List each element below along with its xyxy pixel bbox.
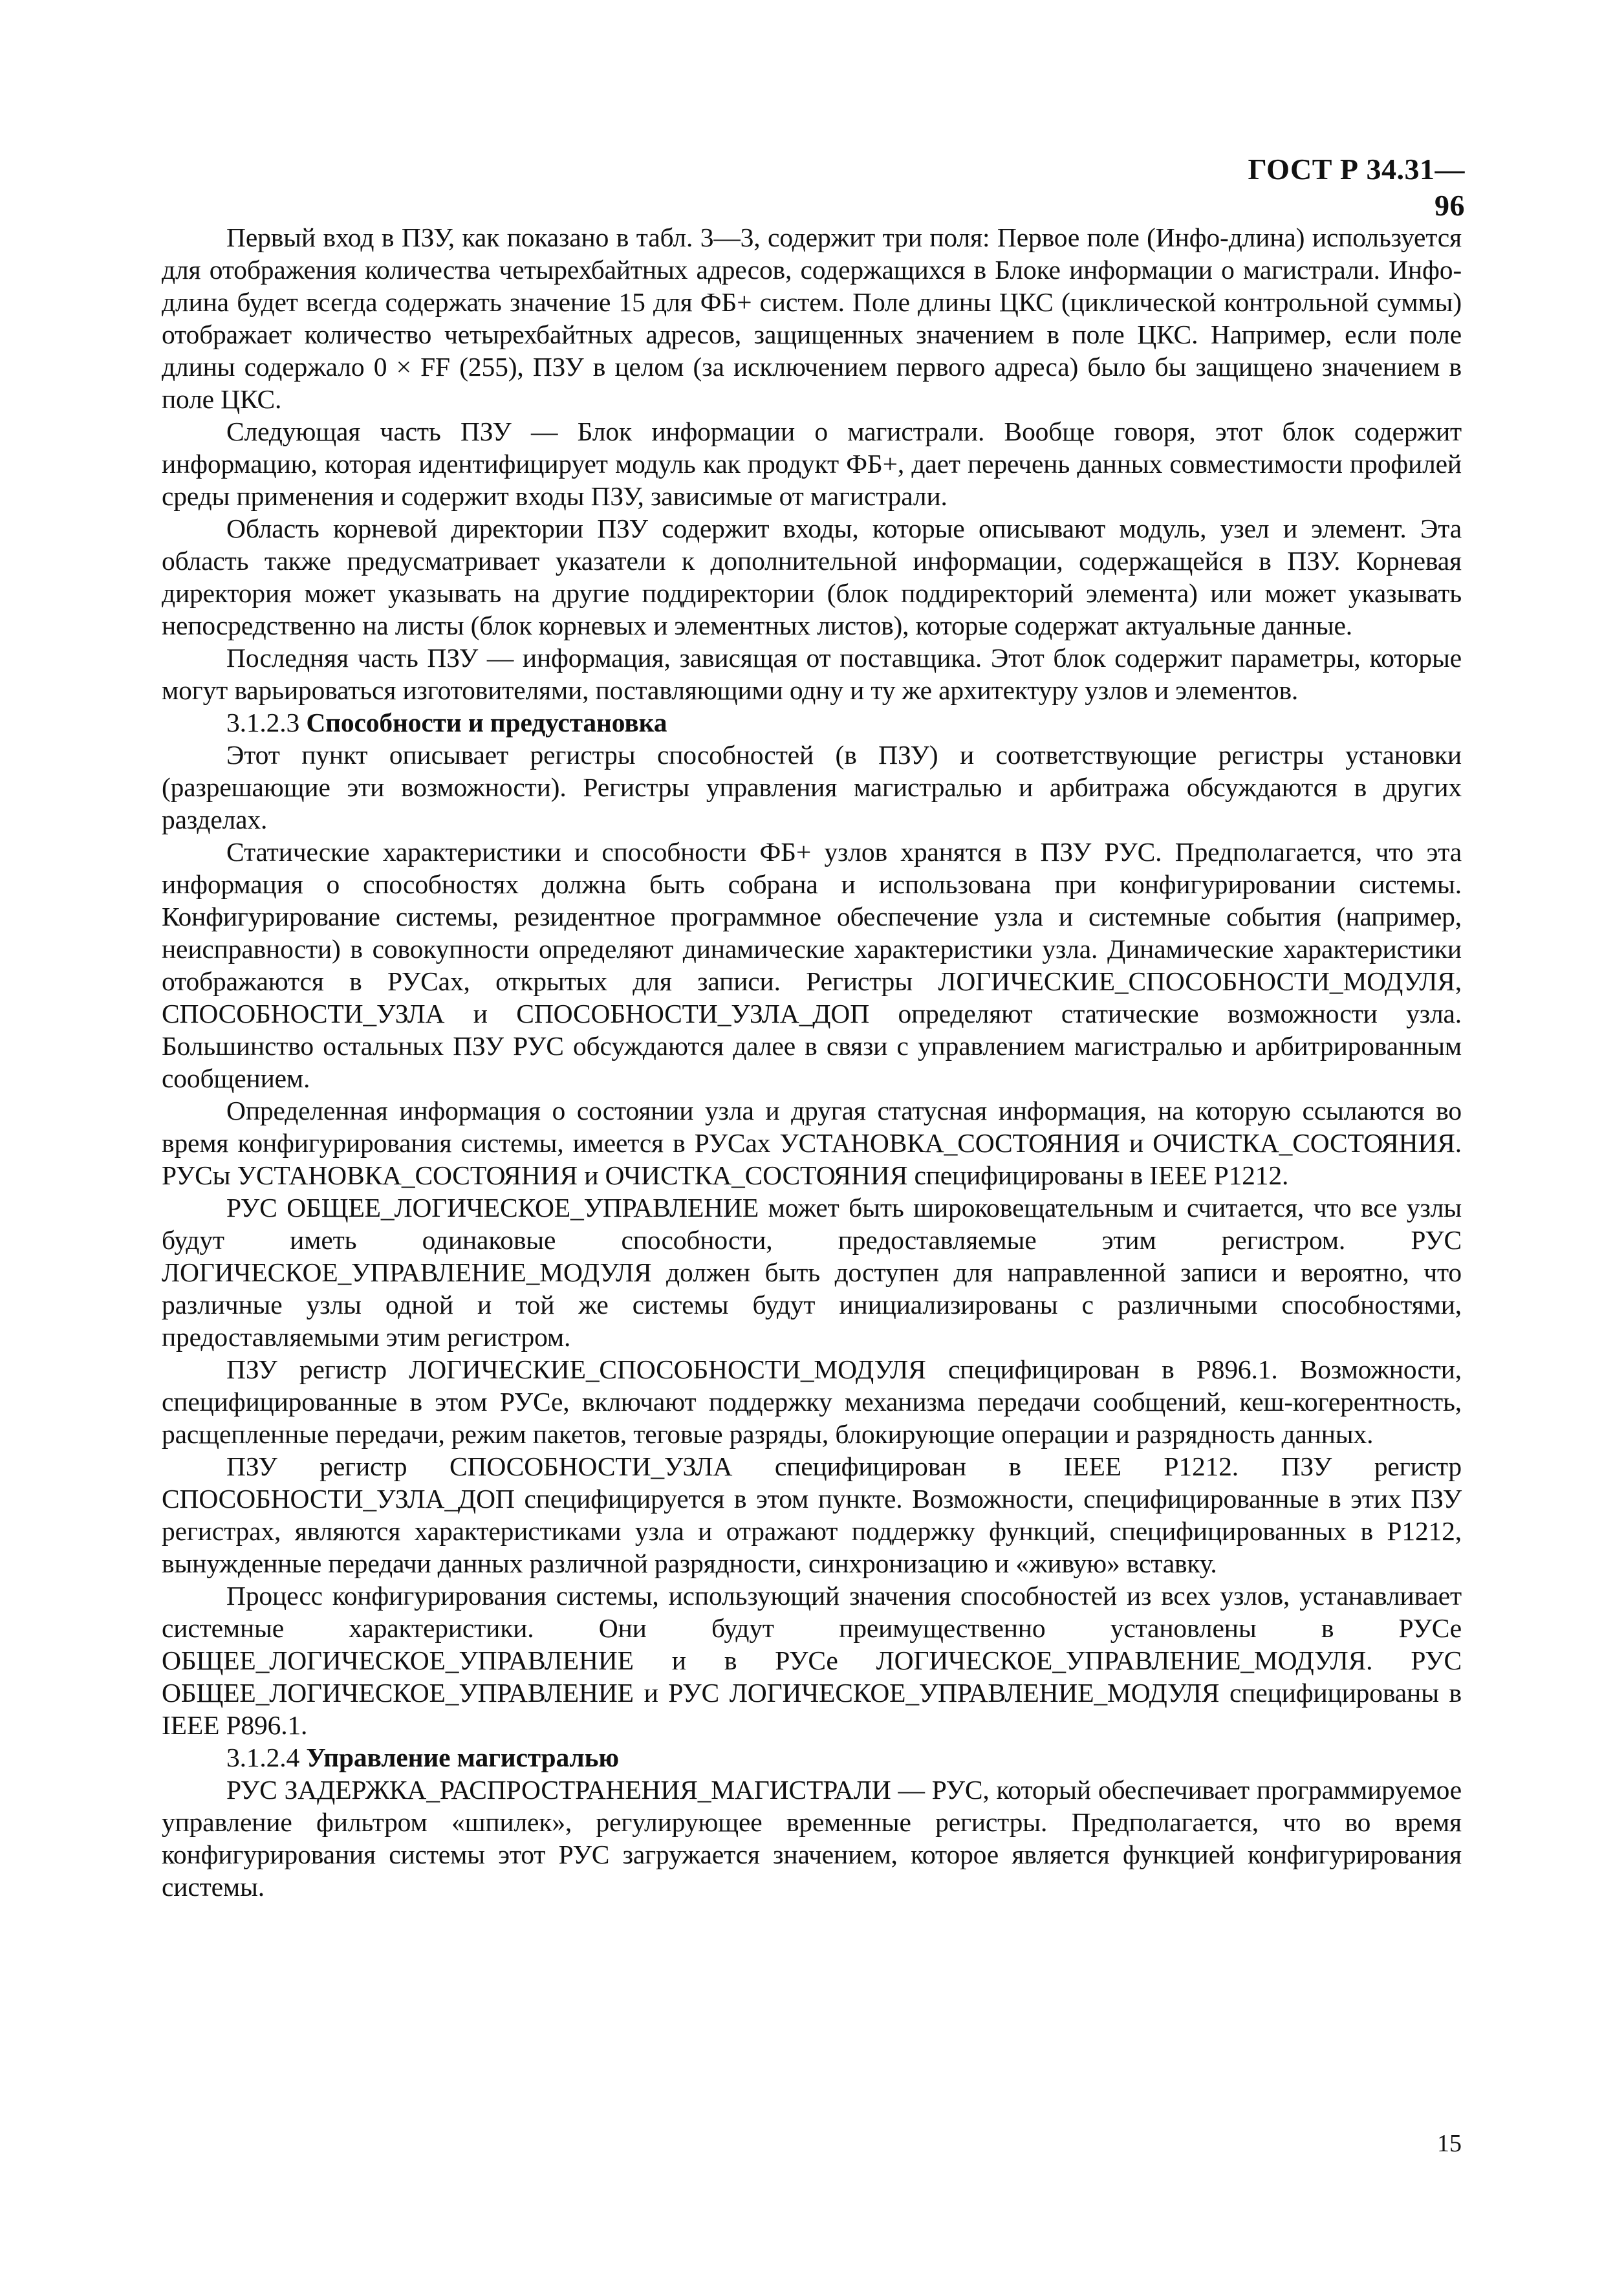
paragraph: Статические характеристики и способности ФБ+ узлов хранятся в ПЗУ РУС. Предполагается, что эта информация о способностях должна быть собрана и использована при конфигурировании системы. Конфигурирование системы, резидентное программное обеспечение узла и системные события (например, неисправности) в совокупности определяют динамические характеристики узла. Динамические характеристики отображаются в РУСах, открытых для записи. Регистры ЛОГИЧЕСКИЕ_СПОСОБНОСТИ_МОДУЛЯ, СПОСОБНОСТИ_УЗЛА и СПОСОБНОСТИ_УЗЛА_ДОП определяют статические возможности узла. Большинство остальных ПЗУ РУС обсуждаются далее в связи с управлением магистралью и арбитрированным сообщением. bbox=[162, 837, 1462, 1093]
paragraph: ПЗУ регистр ЛОГИЧЕСКИЕ_СПОСОБНОСТИ_МОДУЛЯ специфицирован в P896.1. Возможности, специфицированные в этом РУСе, включают поддержку механизма передачи сообщений, кеш-когерентность, расщепленные передачи, режим пакетов, теговые разряды, блокирующие операции и разрядность данных. bbox=[162, 1354, 1462, 1449]
section-number: 3.1.2.4 bbox=[226, 1743, 300, 1772]
document-header: ГОСТ Р 34.31—96 bbox=[1248, 153, 1465, 222]
section-heading bbox=[162, 706, 1462, 739]
page-number: 15 bbox=[1437, 2130, 1462, 2157]
paragraph: Первый вход в ПЗУ, как показано в табл. 3—3, содержит три поля: Первое поле (Инфо-длина) используется для отображения количества четырехбайтных адресов, содержащихся в Блоке информации о магистрали. Инфо-длина будет всегда содержать значение 15 для ФБ+ систем. Поле длины ЦКС (циклической контрольной суммы) отображает количество четырехбайтных адресов, защищенных значением в поле ЦКС. Например, если поле длины содержало 0 × FF (255), ПЗУ в целом (за исключением первого адреса) было бы защищено значением в поле ЦКС. bbox=[162, 223, 1462, 414]
paragraph: Область корневой директории ПЗУ содержит входы, которые описывают модуль, узел и элемент. Эта область также предусматривает указатели к дополнительной информации, содержащейся в ПЗУ. Корневая директория может указывать на другие поддиректории (блок поддиректорий элемента) или может указывать непосредственно на листы (блок корневых и элементных листов), которые содержат актуальные данные. bbox=[162, 514, 1462, 640]
paragraph: РУС ЗАДЕРЖКА_РАСПРОСТРАНЕНИЯ_МАГИСТРАЛИ — РУС, который обеспечивает программируемое управление фильтром «шпилек», регулирующее временные регистры. Предполагается, что во время конфигурирования системы этот РУС загружается значением, которое является функцией конфигурирования системы. bbox=[162, 1775, 1462, 1902]
section-heading bbox=[162, 1741, 1462, 1774]
paragraph: Следующая часть ПЗУ — Блок информации о магистрали. Вообще говоря, этот блок содержит информацию, которая идентифицирует модуль как продукт ФБ+, дает перечень данных совместимости профилей среды применения и содержит входы ПЗУ, зависимые от магистрали. bbox=[162, 417, 1462, 511]
paragraph: РУС ОБЩЕЕ_ЛОГИЧЕСКОЕ_УПРАВЛЕНИЕ может быть широковещательным и считается, что все узлы будут иметь одинаковые способности, предоставляемые этим регистром. РУС ЛОГИЧЕСКОЕ_УПРАВЛЕНИЕ_МОДУЛЯ должен быть доступен для направленной записи и вероятно, что различные узлы одной и той же системы будут инициализированы с различными способностями, предоставляемыми этим регистром. bbox=[162, 1193, 1462, 1352]
section-title: Управление магистралью bbox=[306, 1743, 619, 1772]
paragraph: Этот пункт описывает регистры способностей (в ПЗУ) и соответствующие регистры установки (разрешающие эти возможности). Регистры управления магистралью и арбитража обсуждаются в других разделах. bbox=[162, 740, 1462, 834]
section-number: 3.1.2.3 bbox=[226, 708, 300, 737]
paragraph: Последняя часть ПЗУ — информация, зависящая от поставщика. Этот блок содержит параметры, которые могут варьироваться изготовителями, поставляющими одну и ту же архитектуру узлов и элементов. bbox=[162, 643, 1462, 705]
paragraph: ПЗУ регистр СПОСОБНОСТИ_УЗЛА специфицирован в IEEE P1212. ПЗУ регистр СПОСОБНОСТИ_УЗЛА_ДОП специфицируется в этом пункте. Возможности, специфицированные в этих ПЗУ регистрах, являются характеристиками узла и отражают поддержку функций, специфицированных в P1212, вынужденные передачи данных различной разрядности, синхронизацию и «живую» вставку. bbox=[162, 1451, 1462, 1578]
paragraph: Процесс конфигурирования системы, использующий значения способностей из всех узлов, устанавливает системные характеристики. Они будут преимущественно установлены в РУСе ОБЩЕЕ_ЛОГИЧЕСКОЕ_УПРАВЛЕНИЕ и в РУСе ЛОГИЧЕСКОЕ_УПРАВЛЕНИЕ_МОДУЛЯ. РУС ОБЩЕЕ_ЛОГИЧЕСКОЕ_УПРАВЛЕНИЕ и РУС ЛОГИЧЕСКОЕ_УПРАВЛЕНИЕ_МОДУЛЯ специфицированы в IEEE P896.1. bbox=[162, 1581, 1462, 1740]
document-body bbox=[162, 221, 1462, 1903]
paragraph: Определенная информация о состоянии узла и другая статусная информация, на которую ссылаются во время конфигурирования системы, имеется в РУСах УСТАНОВКА_СОСТОЯНИЯ и ОЧИСТКА_СОСТОЯНИЯ. РУСы УСТАНОВКА_СОСТОЯНИЯ и ОЧИСТКА_СОСТОЯНИЯ специфицированы в IEEE P1212. bbox=[162, 1096, 1462, 1190]
section-title: Способности и предустановка bbox=[306, 708, 667, 737]
